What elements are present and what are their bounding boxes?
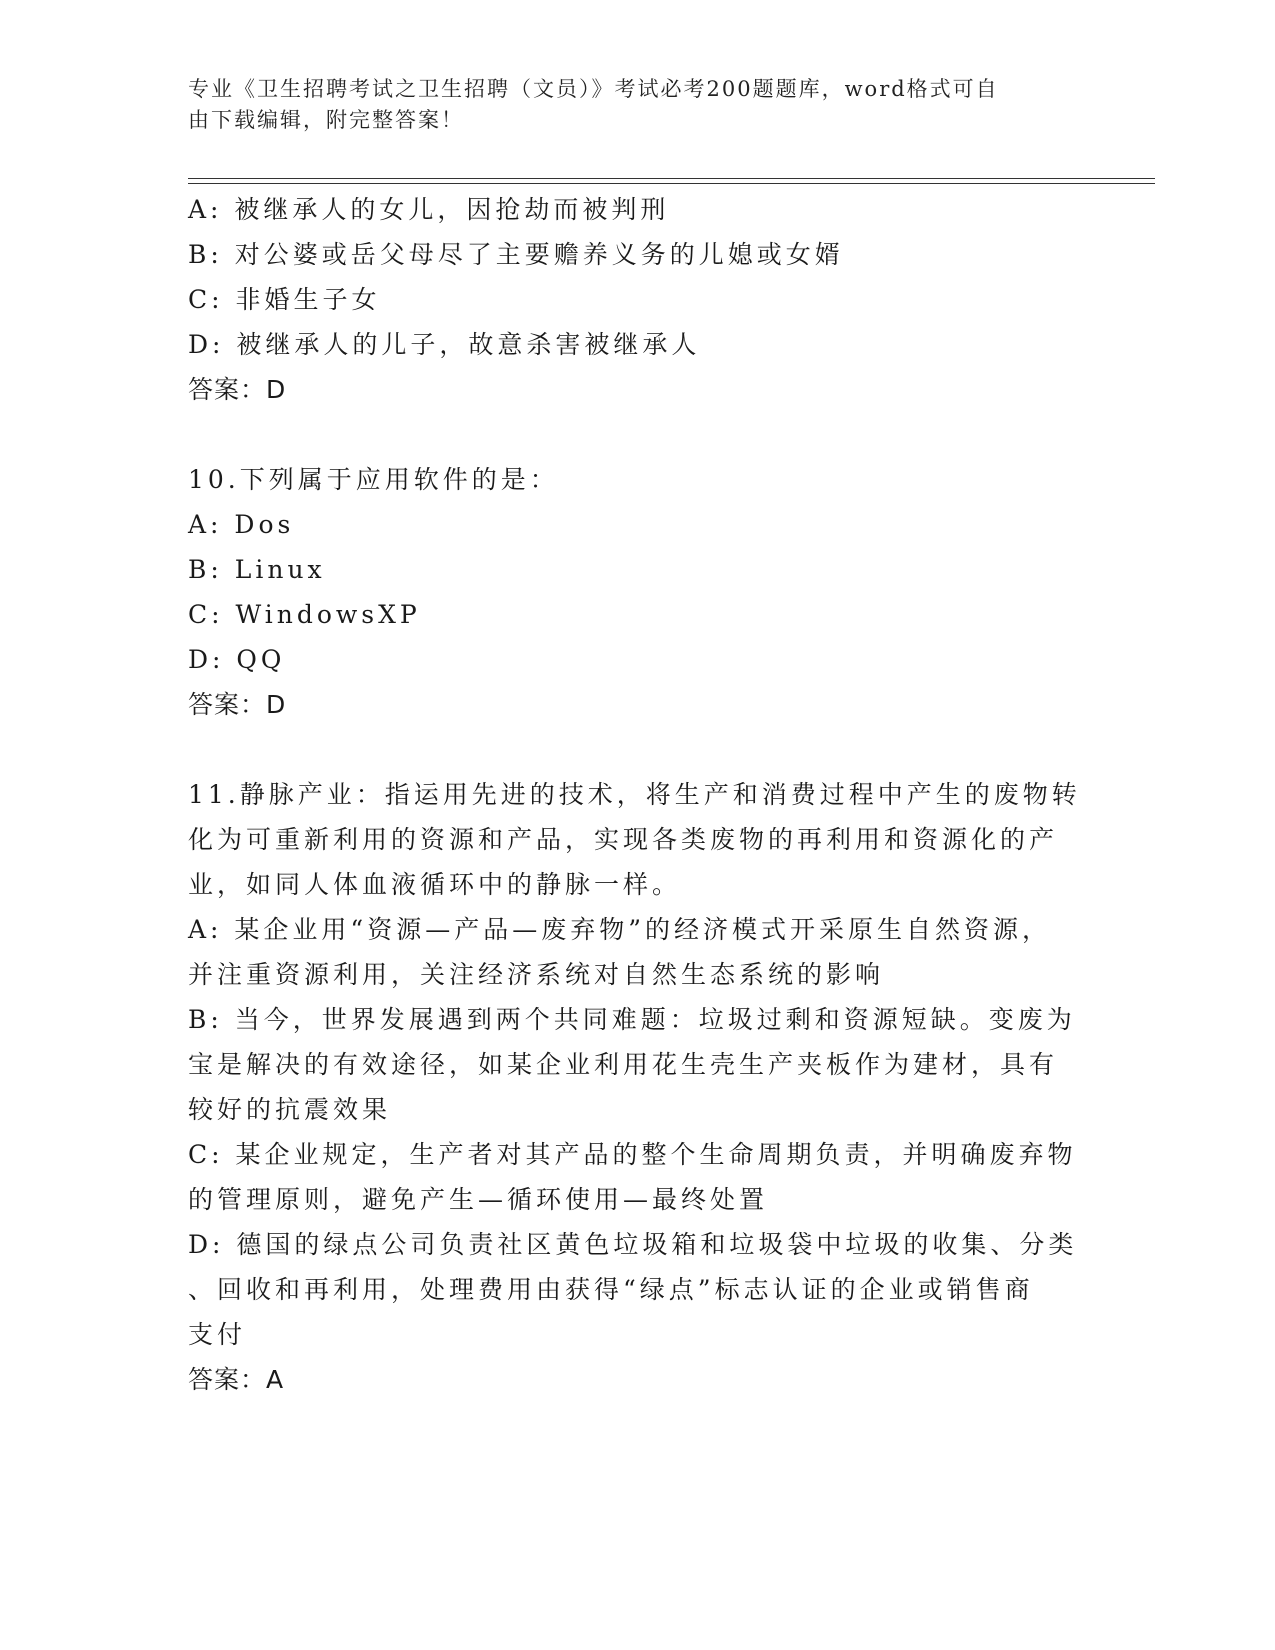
q9-option-b: B: 对公婆或岳父母尽了主要赡养义务的儿媳或女婿 [188, 240, 844, 269]
q11-option-d-line-3: 支付 [188, 1320, 247, 1349]
header-line-2: 由下载编辑，附完整答案！ [188, 108, 464, 132]
q9-option-d: D: 被继承人的儿子，故意杀害被继承人 [188, 330, 701, 359]
q11-option-a-line-1: A: 某企业用“资源—产品—废弃物”的经济模式开采原生自然资源， [188, 915, 1051, 944]
q9-answer: 答案：D [188, 375, 287, 404]
q11-option-c-line-2: 的管理原则，避免产生—循环使用—最终处置 [188, 1185, 769, 1214]
q11-option-c-line-1: C: 某企业规定，生产者对其产品的整个生命周期负责，并明确废弃物 [188, 1140, 1077, 1169]
q11-option-d-line-2: 、回收和再利用，处理费用由获得“绿点”标志认证的企业或销售商 [188, 1275, 1034, 1304]
q10-option-b: B: Linux [188, 555, 326, 584]
q10-answer: 答案：D [188, 690, 287, 719]
q10-option-d: D: QQ [188, 645, 286, 674]
q10-question: 10.下列属于应用软件的是： [188, 465, 559, 494]
header-rule-bottom [188, 183, 1155, 184]
q11-answer: 答案：A [188, 1365, 285, 1394]
header-line-1: 专业《卫生招聘考试之卫生招聘（文员）》考试必考200题题库，word格式可自 [188, 77, 999, 101]
q11-option-b-line-1: B: 当今，世界发展遇到两个共同难题：垃圾过剩和资源短缺。变废为 [188, 1005, 1076, 1034]
q11-option-d-line-1: D: 德国的绿点公司负责社区黄色垃圾箱和垃圾袋中垃圾的收集、分类 [188, 1230, 1078, 1259]
header-rule-top [188, 178, 1155, 179]
q9-option-c: C: 非婚生子女 [188, 285, 381, 314]
q11-question-line-3: 业，如同人体血液循环中的静脉一样。 [188, 870, 682, 899]
q9-option-a: A: 被继承人的女儿，因抢劫而被判刑 [188, 195, 670, 224]
q11-question-line-1: 11.静脉产业：指运用先进的技术，将生产和消费过程中产生的废物转 [188, 780, 1081, 809]
q11-option-a-line-2: 并注重资源利用，关注经济系统对自然生态系统的影响 [188, 960, 885, 989]
q11-question-line-2: 化为可重新利用的资源和产品，实现各类废物的再利用和资源化的产 [188, 825, 1059, 854]
q10-option-a: A: Dos [188, 510, 295, 539]
q11-option-b-line-3: 较好的抗震效果 [188, 1095, 392, 1124]
document-header [188, 74, 1068, 136]
q10-option-c: C: WindowsXP [188, 600, 421, 629]
q11-option-b-line-2: 宝是解决的有效途径，如某企业利用花生壳生产夹板作为建材，具有 [188, 1050, 1059, 1079]
